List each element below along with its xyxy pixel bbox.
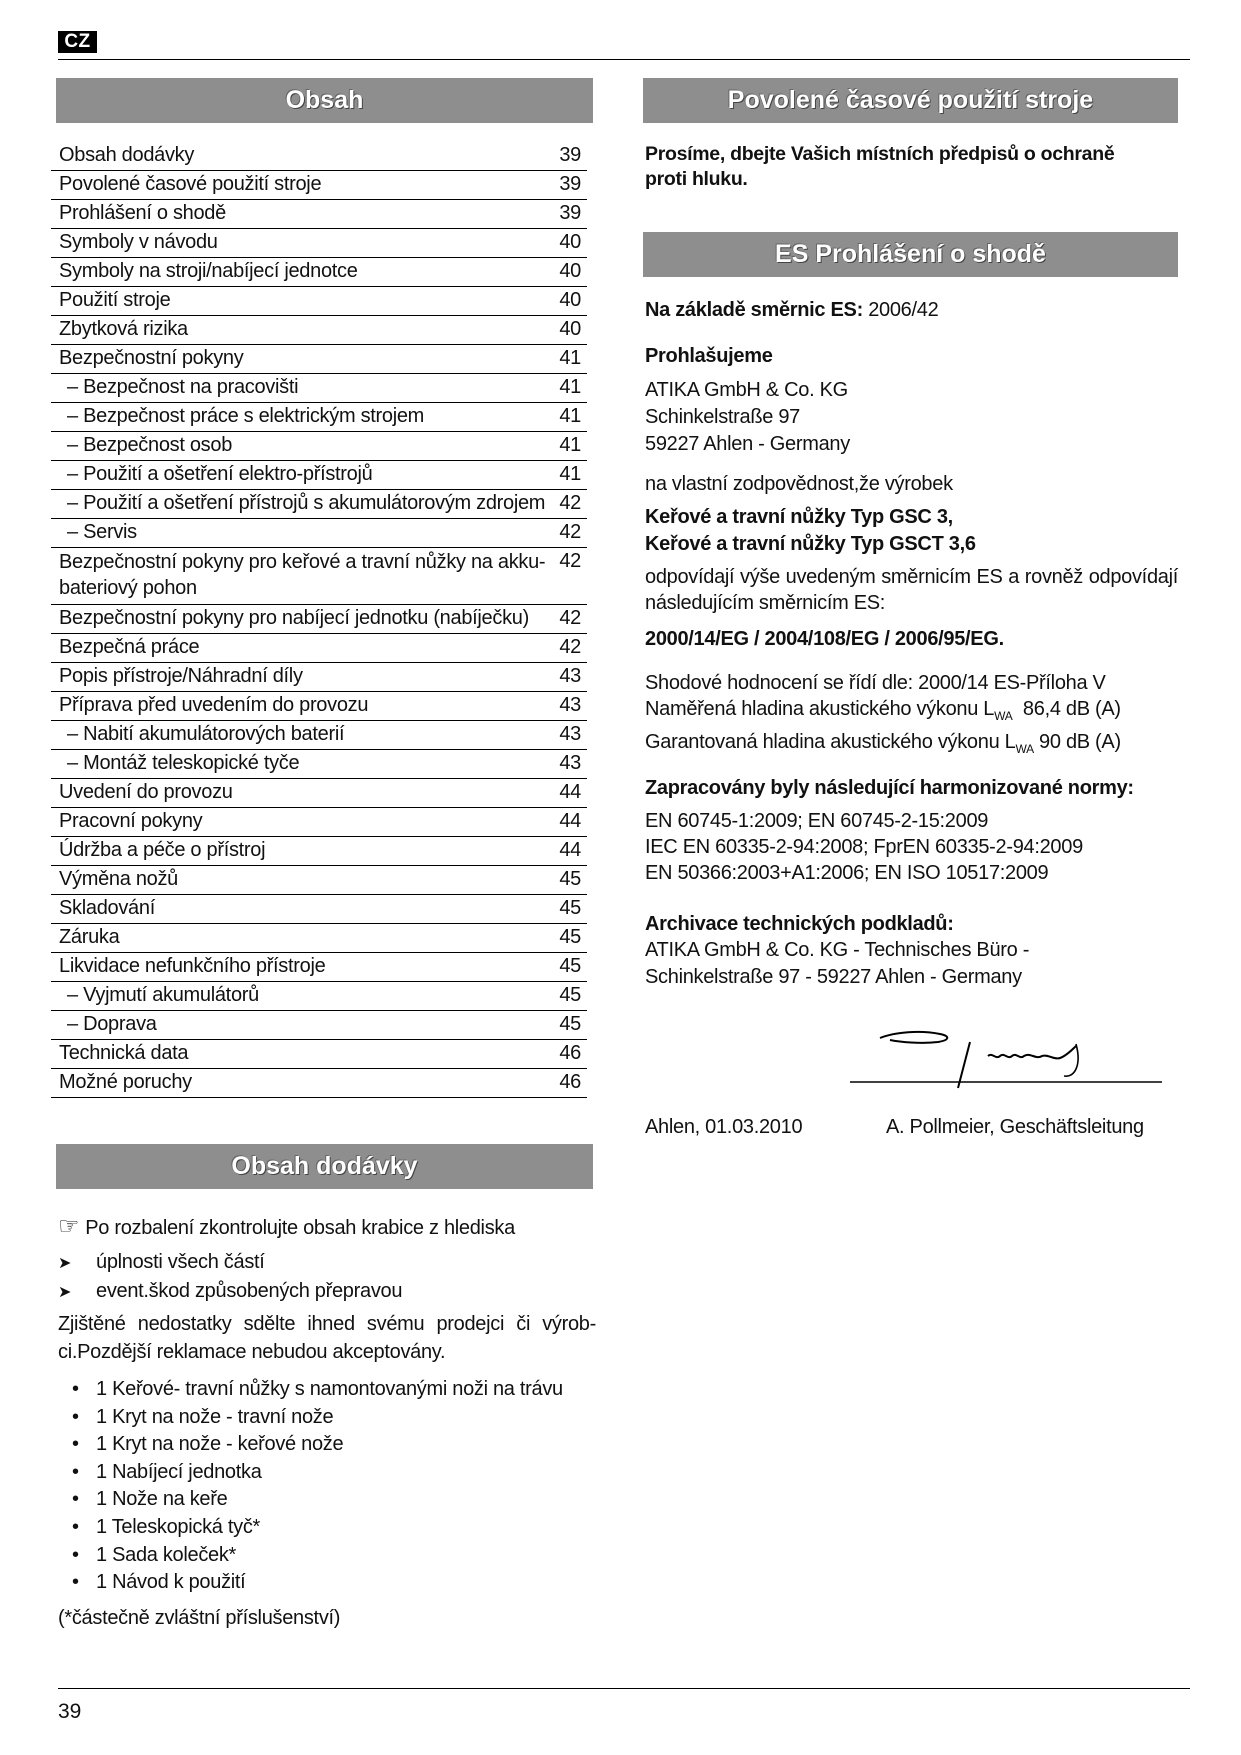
defects-note: Zjištěné nedostatky sdělte ihned svému prodejci či výrob-ci.Pozdější reklamace nebudou akceptovány. xyxy=(58,1313,596,1363)
handwritten-signature xyxy=(850,1016,1170,1116)
toc-row xyxy=(51,200,587,229)
directive-label: Na základě směrnic ES: xyxy=(645,299,863,321)
arrow-bullet-icon: ➤ xyxy=(58,1284,72,1301)
toc-entry-page: 44 xyxy=(559,810,581,832)
assessment-line: Shodové hodnocení se řídí dle: 2000/14 ES-Příloha V xyxy=(645,672,1106,694)
toc-entry-page: 39 xyxy=(559,173,581,195)
header-rule xyxy=(58,59,1190,60)
bullet-icon: • xyxy=(72,1460,79,1483)
directive-list: 2000/14/EG / 2004/108/EG / 2006/95/EG. xyxy=(645,628,1004,650)
toc-entry-title: Bezpečnostní pokyny xyxy=(59,347,244,369)
toc-entry-page: 40 xyxy=(559,231,581,253)
toc-row xyxy=(51,316,587,345)
page-number: 39 xyxy=(58,1700,82,1723)
toc-entry-page: 41 xyxy=(559,347,581,369)
toc-entry-page: 42 xyxy=(559,492,581,514)
toc-entry-page: 46 xyxy=(559,1042,581,1064)
accessory-note: (*částečně zvláštní příslušenství) xyxy=(58,1607,341,1629)
toc-entry-title: Záruka xyxy=(59,926,120,948)
archive-address xyxy=(645,937,1029,991)
toc-row xyxy=(51,924,587,953)
package-item: • 1 Teleskopická tyč* xyxy=(72,1514,563,1542)
toc-entry-page: 45 xyxy=(559,868,581,890)
toc-entry-title: Popis přístroje/Náhradní díly xyxy=(59,665,303,687)
bullet-icon: • xyxy=(72,1433,79,1456)
toc-entry-title: Pracovní pokyny xyxy=(59,810,203,832)
toc-entry-title: – Použití a ošetření přístrojů s akumulátorovým zdrojem xyxy=(59,491,551,515)
toc-entry-title: Symboly na stroji/nabíjecí jednotce xyxy=(59,260,358,282)
toc-entry-title: Prohlášení o shodě xyxy=(59,202,226,224)
toc-row xyxy=(51,1069,587,1098)
standard-line: EN 60745-1:2009; EN 60745-2-15:2009 xyxy=(645,810,989,832)
toc-row xyxy=(51,519,587,548)
bullet-icon: • xyxy=(72,1405,79,1428)
toc-row xyxy=(51,461,587,490)
toc-row xyxy=(51,432,587,461)
standard-line: EN 50366:2003+A1:2006; EN ISO 10517:2009 xyxy=(645,862,1049,884)
toc-row xyxy=(51,1040,587,1069)
toc-entry-title: – Vyjmutí akumulátorů xyxy=(59,983,551,1007)
company-line: Schinkelstraße 97 xyxy=(645,406,800,428)
toc-entry-title: Technická data xyxy=(59,1042,189,1064)
standards-heading: Zapracovány byly následující harmonizované normy: xyxy=(645,777,1134,799)
toc-entry-page: 41 xyxy=(559,405,581,427)
product-line: Keřové a travní nůžky Typ GSC 3, xyxy=(645,506,953,528)
declare-heading: Prohlašujeme xyxy=(645,345,773,367)
toc-row xyxy=(51,142,587,171)
directive-line xyxy=(645,298,938,323)
toc-row xyxy=(51,779,587,808)
standard-line: IEC EN 60335-2-94:2008; FprEN 60335-2-94:2009 xyxy=(645,836,1083,858)
toc-entry-title: – Použití a ošetření elektro-přístrojů xyxy=(59,462,551,486)
toc-entry-title: – Bezpečnost osob xyxy=(59,433,551,457)
measured-noise-line: Naměřená hladina akustického výkonu $L_{WA}$ 86,4 dB (A) xyxy=(645,698,1121,723)
package-item: • 1 Kryt na nože - keřové nože xyxy=(72,1431,563,1459)
toc-entry-title: – Montáž teleskopické tyče xyxy=(59,751,551,775)
toc-entry-title: Povolené časové použití stroje xyxy=(59,173,322,195)
toc-entry-title: Symboly v návodu xyxy=(59,231,218,253)
toc-row xyxy=(51,982,587,1011)
conformity-text: odpovídají výše uvedeným směrnicím ES a rovněž odpovídají následujícím směrnicím ES: xyxy=(645,566,1178,614)
toc-row xyxy=(51,548,587,605)
place-date: Ahlen, 01.03.2010 xyxy=(645,1116,803,1138)
toc-entry-title: Příprava před uvedením do provozu xyxy=(59,694,369,716)
bullet-icon: • xyxy=(72,1488,79,1511)
toc-row xyxy=(51,171,587,200)
check-list xyxy=(58,1248,402,1306)
toc-row xyxy=(51,403,587,432)
toc-entry-page: 42 xyxy=(559,636,581,658)
toc-entry-title: – Bezpečnost práce s elektrickým strojem xyxy=(59,404,551,428)
archive-line: Schinkelstraße 97 - 59227 Ahlen - Germany xyxy=(645,966,1022,988)
toc-row xyxy=(51,866,587,895)
language-badge: CZ xyxy=(58,31,97,53)
toc-entry-title: Výměna nožů xyxy=(59,868,178,890)
table-of-contents xyxy=(51,142,587,1098)
toc-entry-page: 40 xyxy=(559,289,581,311)
toc-row xyxy=(51,895,587,924)
toc-entry-page: 44 xyxy=(559,839,581,861)
toc-entry-title: Bezpečnostní pokyny pro keřové a travní nůžky na akku-bateriový pohon xyxy=(59,551,546,599)
toc-row xyxy=(51,490,587,519)
toc-row xyxy=(51,808,587,837)
product-names xyxy=(645,504,976,558)
bullet-icon: • xyxy=(72,1571,79,1594)
toc-entry-page: 45 xyxy=(559,984,581,1006)
package-item: • 1 Nože na keře xyxy=(72,1486,563,1514)
declaration-heading: ES Prohlášení o shodě xyxy=(643,232,1178,277)
package-contents-heading: Obsah dodávky xyxy=(56,1144,593,1189)
check-item: ➤ úplnosti všech částí xyxy=(58,1248,402,1277)
toc-row xyxy=(51,374,587,403)
unpack-intro: ☞ Po rozbalení zkontrolujte obsah krabice z hlediska xyxy=(58,1213,515,1240)
toc-row xyxy=(51,229,587,258)
signatory: A. Pollmeier, Geschäftsleitung xyxy=(886,1116,1144,1138)
toc-row xyxy=(51,692,587,721)
toc-row xyxy=(51,258,587,287)
toc-entry-page: 40 xyxy=(559,318,581,340)
toc-row xyxy=(51,663,587,692)
toc-entry-title: – Servis xyxy=(59,520,551,544)
toc-entry-page: 45 xyxy=(559,955,581,977)
toc-entry-page: 44 xyxy=(559,781,581,803)
toc-row xyxy=(51,605,587,634)
directive-value: 2006/42 xyxy=(862,299,939,321)
toc-entry-page: 45 xyxy=(559,926,581,948)
bullet-icon: • xyxy=(72,1378,79,1400)
toc-row xyxy=(51,287,587,316)
toc-entry-page: 41 xyxy=(559,376,581,398)
package-item: • 1 Sada koleček* xyxy=(72,1542,563,1570)
toc-entry-title: – Bezpečnost na pracovišti xyxy=(59,375,551,399)
toc-entry-page: 42 xyxy=(559,607,581,629)
toc-row xyxy=(51,721,587,750)
toc-entry-page: 43 xyxy=(559,665,581,687)
guaranteed-noise-line: Garantovaná hladina akustického výkonu $L_{WA}$ 90 dB (A) xyxy=(645,731,1121,756)
toc-entry-title: Obsah dodávky xyxy=(59,144,195,166)
archive-line: ATIKA GmbH & Co. KG - Technisches Büro - xyxy=(645,939,1030,961)
toc-entry-title: Zbytková rizika xyxy=(59,318,188,340)
toc-entry-title: Likvidace nefunkčního přístroje xyxy=(59,955,326,977)
toc-row xyxy=(51,634,587,663)
toc-row xyxy=(51,1011,587,1040)
toc-entry-page: 43 xyxy=(559,694,581,716)
package-item: • 1 Návod k použití xyxy=(72,1569,563,1597)
package-item: • 1 Kryt na nože - travní nože xyxy=(72,1404,563,1432)
bullet-icon: • xyxy=(72,1515,79,1538)
toc-entry-page: 42 xyxy=(559,550,581,572)
package-item: • 1 Keřové- travní nůžky s namontovanými noži na trávu xyxy=(72,1376,563,1404)
toc-row xyxy=(51,750,587,779)
toc-row xyxy=(51,953,587,982)
company-line: 59227 Ahlen - Germany xyxy=(645,433,850,455)
toc-row xyxy=(51,345,587,374)
toc-entry-title: Možné poruchy xyxy=(59,1071,192,1093)
toc-entry-title: Uvedení do provozu xyxy=(59,781,233,803)
assessment-block xyxy=(645,670,1121,762)
toc-entry-page: 39 xyxy=(559,144,581,166)
toc-entry-page: 43 xyxy=(559,752,581,774)
archive-heading: Archivace technických podkladů: xyxy=(645,913,954,935)
toc-entry-page: 39 xyxy=(559,202,581,224)
noise-regulation-note: Prosíme, dbejte Vašich místních předpisů o ochraně proti hluku. xyxy=(645,143,1115,190)
toc-entry-title: Použití stroje xyxy=(59,289,171,311)
responsibility-text: na vlastní zodpovědnost,že výrobek xyxy=(645,473,953,495)
toc-entry-page: 45 xyxy=(559,897,581,919)
toc-entry-page: 46 xyxy=(559,1071,581,1093)
bullet-icon: • xyxy=(72,1543,79,1566)
toc-entry-title: Skladování xyxy=(59,897,155,919)
company-address xyxy=(645,377,850,458)
toc-entry-page: 42 xyxy=(559,521,581,543)
toc-entry-page: 43 xyxy=(559,723,581,745)
toc-heading: Obsah xyxy=(56,78,593,123)
toc-entry-page: 41 xyxy=(559,463,581,485)
company-line: ATIKA GmbH & Co. KG xyxy=(645,379,848,401)
standards-list xyxy=(645,808,1083,886)
toc-entry-title: Bezpečná práce xyxy=(59,636,200,658)
check-item: ➤ event.škod způsobených přepravou xyxy=(58,1277,402,1306)
footer-rule xyxy=(58,1688,1190,1689)
toc-entry-title: – Doprava xyxy=(59,1012,551,1036)
toc-entry-page: 40 xyxy=(559,260,581,282)
toc-entry-title: – Nabití akumulátorových baterií xyxy=(59,722,551,746)
toc-entry-page: 45 xyxy=(559,1013,581,1035)
toc-entry-title: Bezpečnostní pokyny pro nabíjecí jednotku (nabíječku) xyxy=(59,607,529,629)
product-line: Keřové a travní nůžky Typ GSCT 3,6 xyxy=(645,533,976,555)
toc-entry-title: Údržba a péče o přístroj xyxy=(59,839,266,861)
time-use-heading: Povolené časové použití stroje xyxy=(643,78,1178,123)
pointing-hand-icon: ☞ xyxy=(58,1213,80,1240)
package-item-list xyxy=(72,1376,563,1597)
package-item: • 1 Nabíjecí jednotka xyxy=(72,1459,563,1487)
toc-row xyxy=(51,837,587,866)
toc-entry-page: 41 xyxy=(559,434,581,456)
arrow-bullet-icon: ➤ xyxy=(58,1255,72,1272)
